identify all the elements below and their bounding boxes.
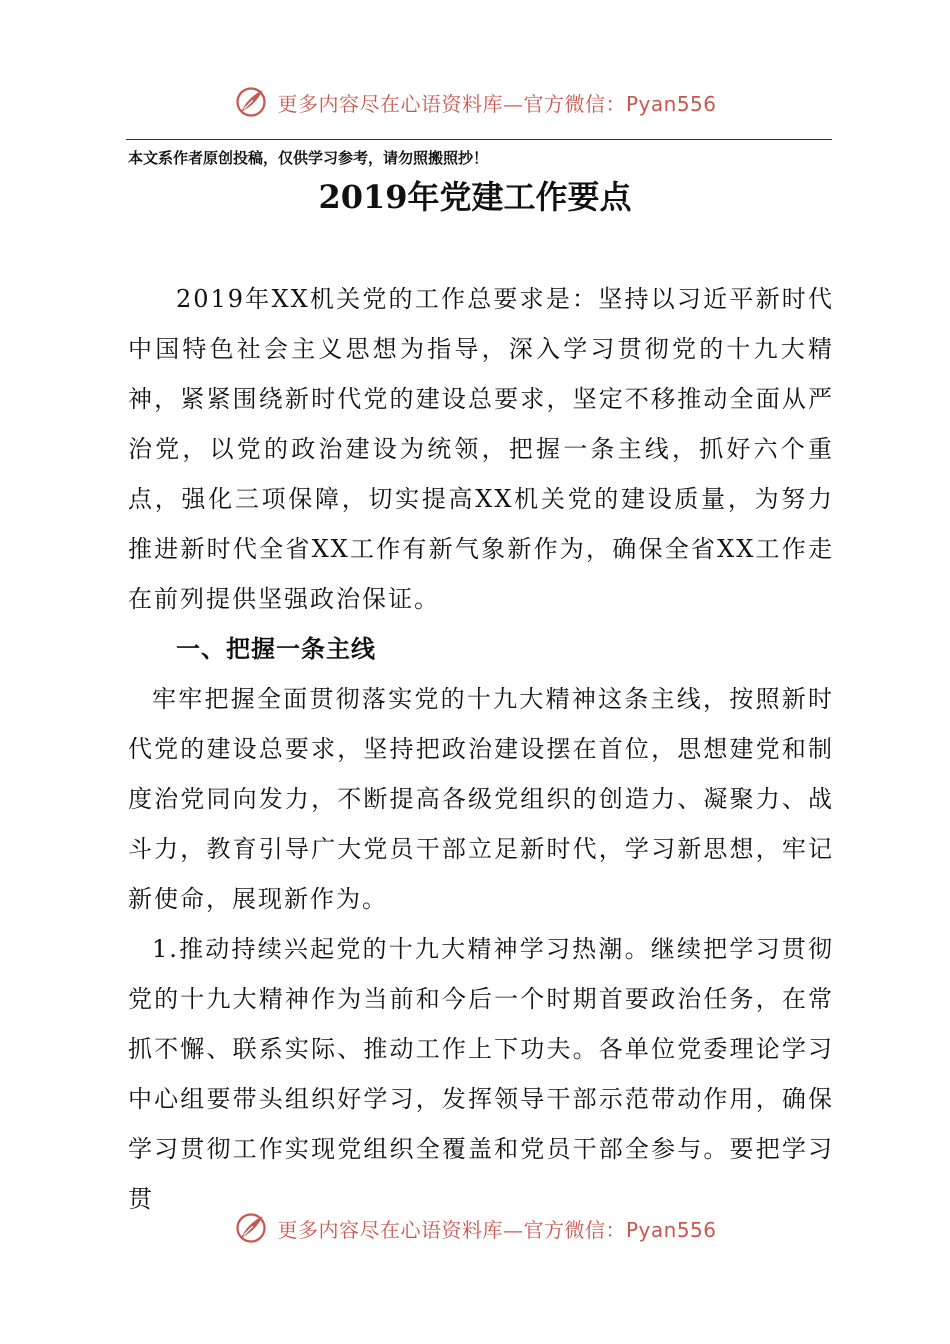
intro-paragraph: 2019年XX机关党的工作总要求是：坚持以习近平新时代中国特色社会主义思想为指导，深入学习贯彻党的十九大精神，紧紧围绕新时代党的建设总要求，坚定不移推动全面从严治党，以党的政治建设为统领，把握一条主线，抓好六个重点，强化三项保障，切实提高XX机关党的建设质量，为努力推进新时代全省XX工作有新气象新作为，确保全省XX工作走在前列提供坚强政治保证。 xyxy=(128,285,834,613)
item-paragraph: 1.推动持续兴起党的十九大精神学习热潮。继续把学习贯彻党的十九大精神作为当前和今后一个时期首要政治任务，在常抓不懈、联系实际、推动工作上下功夫。各单位党委理论学习中心组要带头组织好学习，发挥领导干部示范带动作用，确保学习贯彻工作实现党组织全覆盖和党员干部全参与。要把学习贯 xyxy=(128,935,834,1213)
copyright-notice: 本文系作者原创投稿，仅供学习参考，请勿照搬照抄！ xyxy=(128,149,489,167)
pen-nib-logo-icon xyxy=(233,1210,269,1246)
section-heading: 一、把握一条主线 xyxy=(176,635,376,663)
header-divider xyxy=(126,139,832,140)
footer-banner xyxy=(0,1208,950,1248)
header-banner-text xyxy=(277,88,716,117)
header-wechat-id: Pyan556 xyxy=(625,91,717,116)
document-body xyxy=(128,274,834,1224)
header-banner-label: 更多内容尽在心语资料库—官方微信： xyxy=(277,91,626,116)
footer-wechat-id: Pyan556 xyxy=(625,1217,717,1242)
pen-nib-logo-icon xyxy=(233,84,269,120)
document-title: 2019年党建工作要点 xyxy=(318,178,632,216)
header-banner xyxy=(0,82,950,122)
footer-banner-label: 更多内容尽在心语资料库—官方微信： xyxy=(277,1217,626,1242)
section-paragraph: 牢牢把握全面贯彻落实党的十九大精神这条主线，按照新时代党的建设总要求，坚持把政治建设摆在首位，思想建党和制度治党同向发力，不断提高各级党组织的创造力、凝聚力、战斗力，教育引导广大党员干部立足新时代，学习新思想，牢记新使命，展现新作为。 xyxy=(128,685,834,913)
footer-banner-text xyxy=(277,1214,716,1243)
